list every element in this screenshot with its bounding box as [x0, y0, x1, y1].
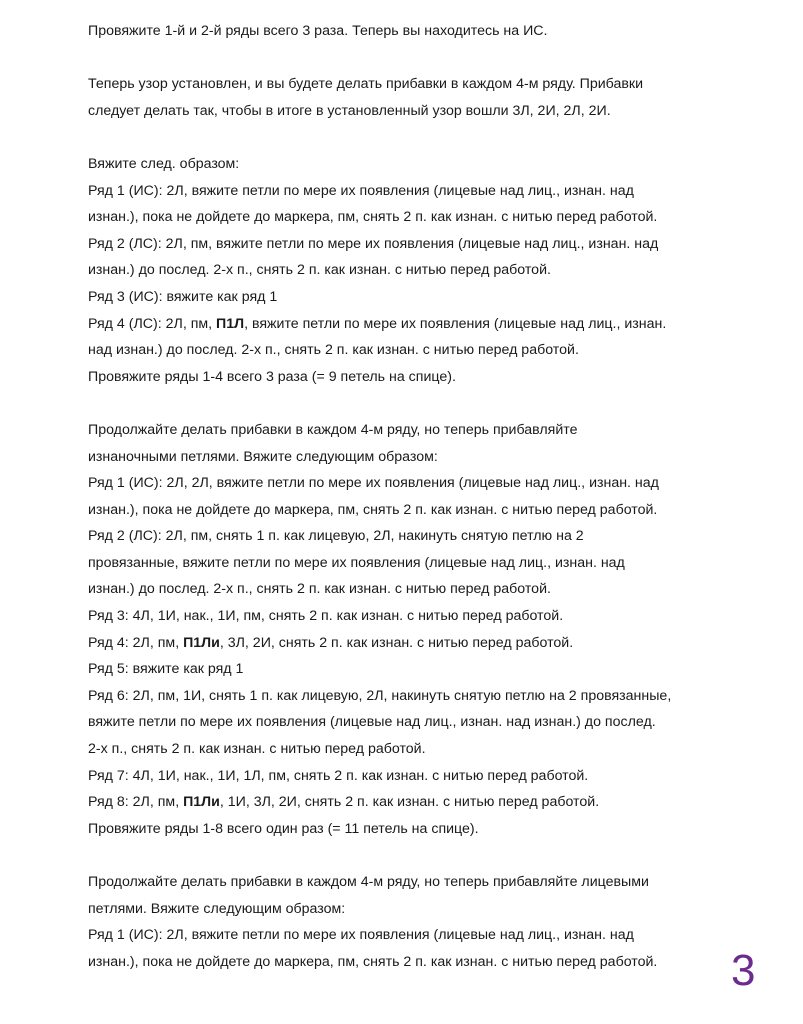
text-line: 2-х п., снять 2 п. как изнан. с нитью перед работой.	[88, 741, 426, 758]
text-line: изнан.), пока не дойдете до маркера, пм, снять 2 п. как изнан. с нитью перед работой.	[88, 953, 658, 970]
text-line: изнан.), пока не дойдете до маркера, пм, снять 2 п. как изнан. с нитью перед работой.	[88, 501, 658, 518]
text-line: Вяжите след. образом:	[88, 155, 240, 172]
text-line: Продолжайте делать прибавки в каждом 4-м ряду, но теперь прибавляйте	[88, 421, 578, 438]
text-run: Ряд 8: 2Л, пм,	[88, 794, 184, 811]
text-line: Ряд 1 (ИС): 2Л, вяжите петли по мере их появления (лицевые над лиц., изнан. над	[88, 182, 634, 199]
text-run: Ряд 4: 2Л, пм,	[88, 634, 184, 651]
text-line: Ряд 2 (ЛС): 2Л, пм, вяжите петли по мере их появления (лицевые над лиц., изнан. над	[88, 235, 659, 252]
text-line: Ряд 5: вяжите как ряд 1	[88, 661, 244, 678]
paragraph-rows-1-4	[88, 151, 738, 390]
paragraph-pattern-set	[88, 71, 738, 124]
paragraph-spacer	[88, 390, 738, 417]
bold-term: П1Л	[216, 315, 245, 332]
text-line: изнан.) до послед. 2-х п., снять 2 п. как изнан. с нитью перед работой.	[88, 262, 551, 279]
paragraph-rows-1-2	[88, 18, 738, 45]
text-line: Теперь узор установлен, и вы будете делать прибавки в каждом 4-м ряду. Прибавки	[88, 76, 644, 93]
text-line: изнаночными петлями. Вяжите следующим образом:	[88, 448, 438, 465]
bold-term: П1Ли	[183, 634, 220, 651]
text-line: Ряд 3 (ИС): вяжите как ряд 1	[88, 288, 278, 305]
text-line: Ряд 2 (ЛС): 2Л, пм, снять 1 п. как лицевую, 2Л, накинуть снятую петлю на 2	[88, 528, 584, 545]
text-run: Ряд 4 (ЛС): 2Л, пм,	[88, 315, 217, 332]
text-line: петлями. Вяжите следующим образом:	[88, 900, 346, 917]
text-line: Ряд 1 (ИС): 2Л, вяжите петли по мере их появления (лицевые над лиц., изнан. над	[88, 927, 634, 944]
bold-term: П1Ли	[183, 794, 220, 811]
text-line: изнан.), пока не дойдете до маркера, пм, снять 2 п. как изнан. с нитью перед работой.	[88, 209, 658, 226]
text-line: Ряд 6: 2Л, пм, 1И, снять 1 п. как лицевую, 2Л, накинуть снятую петлю на 2 провязанные,	[88, 687, 672, 704]
text-line: над изнан.) до послед. 2-х п., снять 2 п. как изнан. с нитью перед работой.	[88, 342, 579, 359]
paragraph-knit-increases	[88, 869, 738, 975]
text-line	[88, 789, 738, 816]
text-line: вяжите петли по мере их появления (лицевые над лиц., изнан. над изнан.) до послед.	[88, 714, 656, 731]
text-line: Ряд 3: 4Л, 1И, нак., 1И, пм, снять 2 п. как изнан. с нитью перед работой.	[88, 608, 564, 625]
document-page	[88, 18, 738, 975]
text-line: провязанные, вяжите петли по мере их появления (лицевые над лиц., изнан. над	[88, 554, 625, 571]
text-line: следует делать так, чтобы в итоге в установленный узор вошли 3Л, 2И, 2Л, 2И.	[88, 102, 611, 119]
paragraph-spacer	[88, 124, 738, 151]
text-run: , 1И, 3Л, 2И, снять 2 п. как изнан. с нитью перед работой.	[219, 794, 600, 811]
text-run: , 3Л, 2И, снять 2 п. как изнан. с нитью перед работой.	[219, 634, 574, 651]
text-line: Провяжите ряды 1-8 всего один раз (= 11 петель на спице).	[88, 820, 479, 837]
text-line: изнан.) до послед. 2-х п., снять 2 п. как изнан. с нитью перед работой.	[88, 581, 551, 598]
text-line	[88, 630, 738, 657]
text-line: Продолжайте делать прибавки в каждом 4-м ряду, но теперь прибавляйте лицевыми	[88, 874, 649, 890]
paragraph-spacer	[88, 842, 738, 869]
text-run: , вяжите петли по мере их появления (лицевые над лиц., изнан.	[244, 315, 667, 332]
paragraph-purl-increases	[88, 417, 738, 843]
paragraph-spacer	[88, 45, 738, 72]
text-line: Ряд 7: 4Л, 1И, нак., 1И, 1Л, пм, снять 2 п. как изнан. с нитью перед работой.	[88, 767, 589, 784]
text-line: Провяжите ряды 1-4 всего 3 раза (= 9 петель на спице).	[88, 368, 456, 385]
text-line: Ряд 1 (ИС): 2Л, 2Л, вяжите петли по мере их появления (лицевые над лиц., изнан. над	[88, 475, 659, 492]
text-line: Провяжите 1-й и 2-й ряды всего 3 раза. Теперь вы находитесь на ИС.	[88, 23, 548, 39]
page-number: 3	[731, 946, 756, 995]
text-line	[88, 311, 738, 338]
